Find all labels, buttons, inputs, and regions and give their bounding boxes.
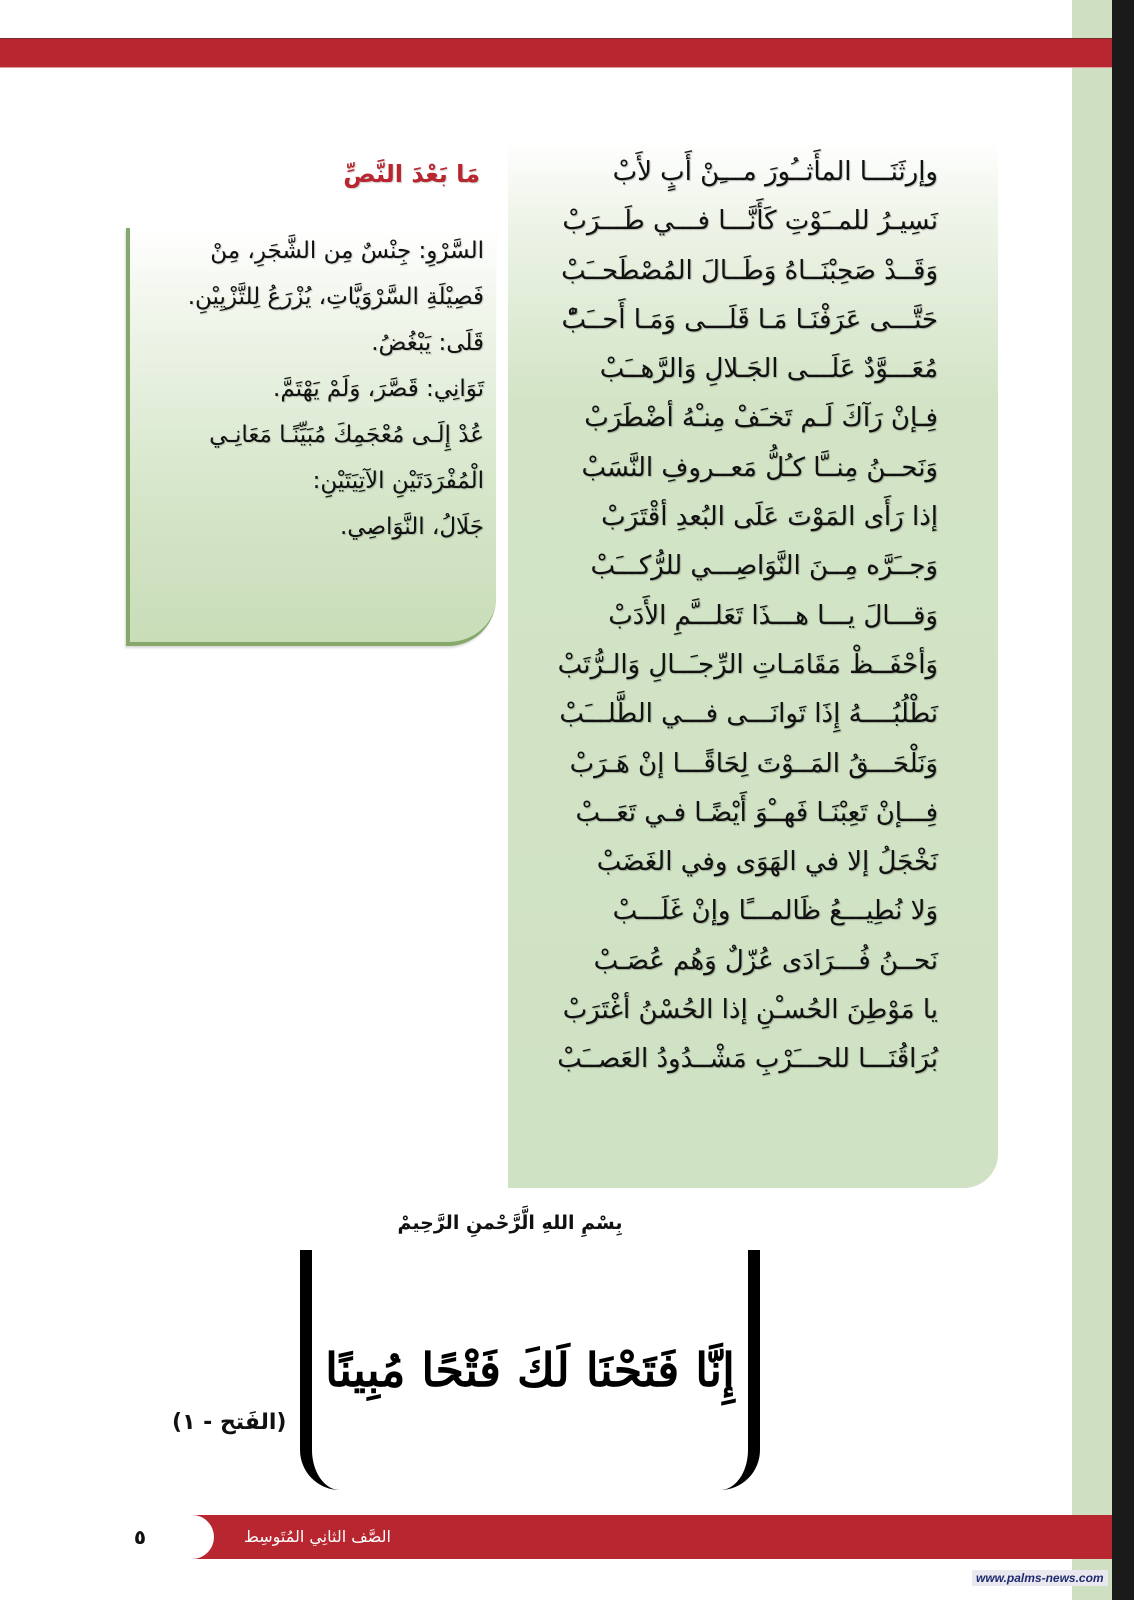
grade-label: الصَّف الثانِي المُتَوسِط <box>244 1527 391 1546</box>
vocab-line: فَصِيْلَةِ السَّرْوَيَّاتِ، يُزْرَعُ لِلتَّزْيِيْنِ. <box>187 284 484 310</box>
verse-citation: (الفَتح - ١) <box>172 1410 287 1435</box>
poem-verse: وَأحْفَــظْ مَقَامَـاتِ الرِّجـَــالِ وَالـرُّتَبْ <box>557 649 938 680</box>
exercise-line: عُدْ إِلَـى مُعْجَمِكَ مُبَيِّنًـا مَعَانِـي <box>209 422 484 448</box>
vocab-line: السَّرْوِ: جِنْسٌ مِن الشَّجَرِ، مِنْ <box>210 238 484 264</box>
poem-verse: وَجــَرَّه مِــنَ النَّوَاصِـــي للرُّكـــَبْ <box>590 551 938 582</box>
poem-verse: وَلا نُطِيـــعُ ظَالمـــًا وإنْ غَلَـــبْ <box>612 896 938 927</box>
poem-verse: نَحــنُ فُـــرَادَى عُزّلٌ وَهُم عُصَـبْ <box>593 945 938 976</box>
poem-verse: إذا رَأَى المَوْتَ عَلَى البُعدِ أقْتَرَبْ <box>601 502 938 533</box>
page-number: ٥ <box>133 1525 147 1549</box>
poem-verse: نَخْجَلُ إلا في الهَوَى وفي الغَضَبْ <box>596 847 938 878</box>
poem-verse: وإرثَنَـــا المأَثــُورَ مـــِنْ أَبٍ لأَبْ <box>612 157 938 187</box>
after-text-sidebar <box>126 150 496 644</box>
poem-verse: حَتَّـــى عَرَفْنَـا مَـا قَلَـــى وَمَـا أَحــَبّْ <box>561 304 938 335</box>
vocab-line: تَوَانِي: قَصَّرَ، وَلَمْ يَهْتَمَّ. <box>273 376 484 402</box>
poem-verse: نَطْلُبُــــهُ إِذَا تَوانَـــى فـــي الطَّلـــَبْ <box>559 699 938 730</box>
calligraphy-ornament <box>300 1250 760 1490</box>
poem-verse: وَنَلْحَـــقُ المَــوْتَ لِحَاقًـــا إنْ هَـرَبْ <box>569 748 938 779</box>
vocabulary-box <box>126 228 496 646</box>
quran-verse-calligraphy: إِنَّا فَتَحْنَا لَكَ فَتْحًا مُبِينًا <box>325 1343 735 1397</box>
poem-verse: بُرَاقُنَـــا للحـــَرْبِ مَشْــدُودُ العَصــَبْ <box>557 1044 938 1075</box>
vocab-line: قَلَى: يَبْغُضُ. <box>371 330 484 356</box>
scan-edge <box>1112 0 1134 1600</box>
page-edge-strip <box>1072 0 1112 1600</box>
poem-verse: نَسِيـرُ للمــَوْتِ كَأَنَّـــا فـــي طَـــرَبْ <box>562 206 938 237</box>
poem-verse: وَقَــدْ صَحِبْنَــاهُ وَطَــالَ المُصْطَحــَبْ <box>561 255 938 286</box>
basmala: بِسْمِ اللهِ الَّرَّحْمنِ الرَّحِيمْ <box>397 1212 623 1234</box>
top-header-band <box>0 38 1112 68</box>
sidebar-title: مَا بَعْدَ النَّصِّ <box>343 160 480 188</box>
poem-verse: مُعَـــوَّدٌ عَلَـــى الجَـلالِ وَالرَّهــَبْ <box>599 354 938 385</box>
poem-verse: يا مَوْطِنَ الحُسـْنِ إذا الحُسْنُ أغْتَرَبْ <box>562 995 938 1026</box>
poem-verse: فِـــإنْ تَعِبْنَـا فَهــْوَ أَيْضًـا فـي تَعَــبْ <box>575 797 938 828</box>
exercise-line: الْمُفْرَدَتَيْنِ الآتِيَتَيْنِ: <box>312 468 484 494</box>
exercise-line: جَلَالُ، النَّوَاصِي. <box>339 514 484 540</box>
watermark-link[interactable]: www.palms-news.com <box>972 1570 1108 1586</box>
poem-verse: وَنَحــنُ مِنــَّا كـُلُّ مَعــروفِ النَّسَبْ <box>581 452 938 483</box>
poem-panel <box>508 140 998 1188</box>
poem-verse: فِـإنْ رَآكَ لَـم تَخـَفْ مِنـْهُ أضْطَرَبْ <box>584 403 938 434</box>
poem-verse: وَقـــالَ يـــا هـــذَا تَعَلـــَّمِ الأَدَبْ <box>608 600 938 631</box>
